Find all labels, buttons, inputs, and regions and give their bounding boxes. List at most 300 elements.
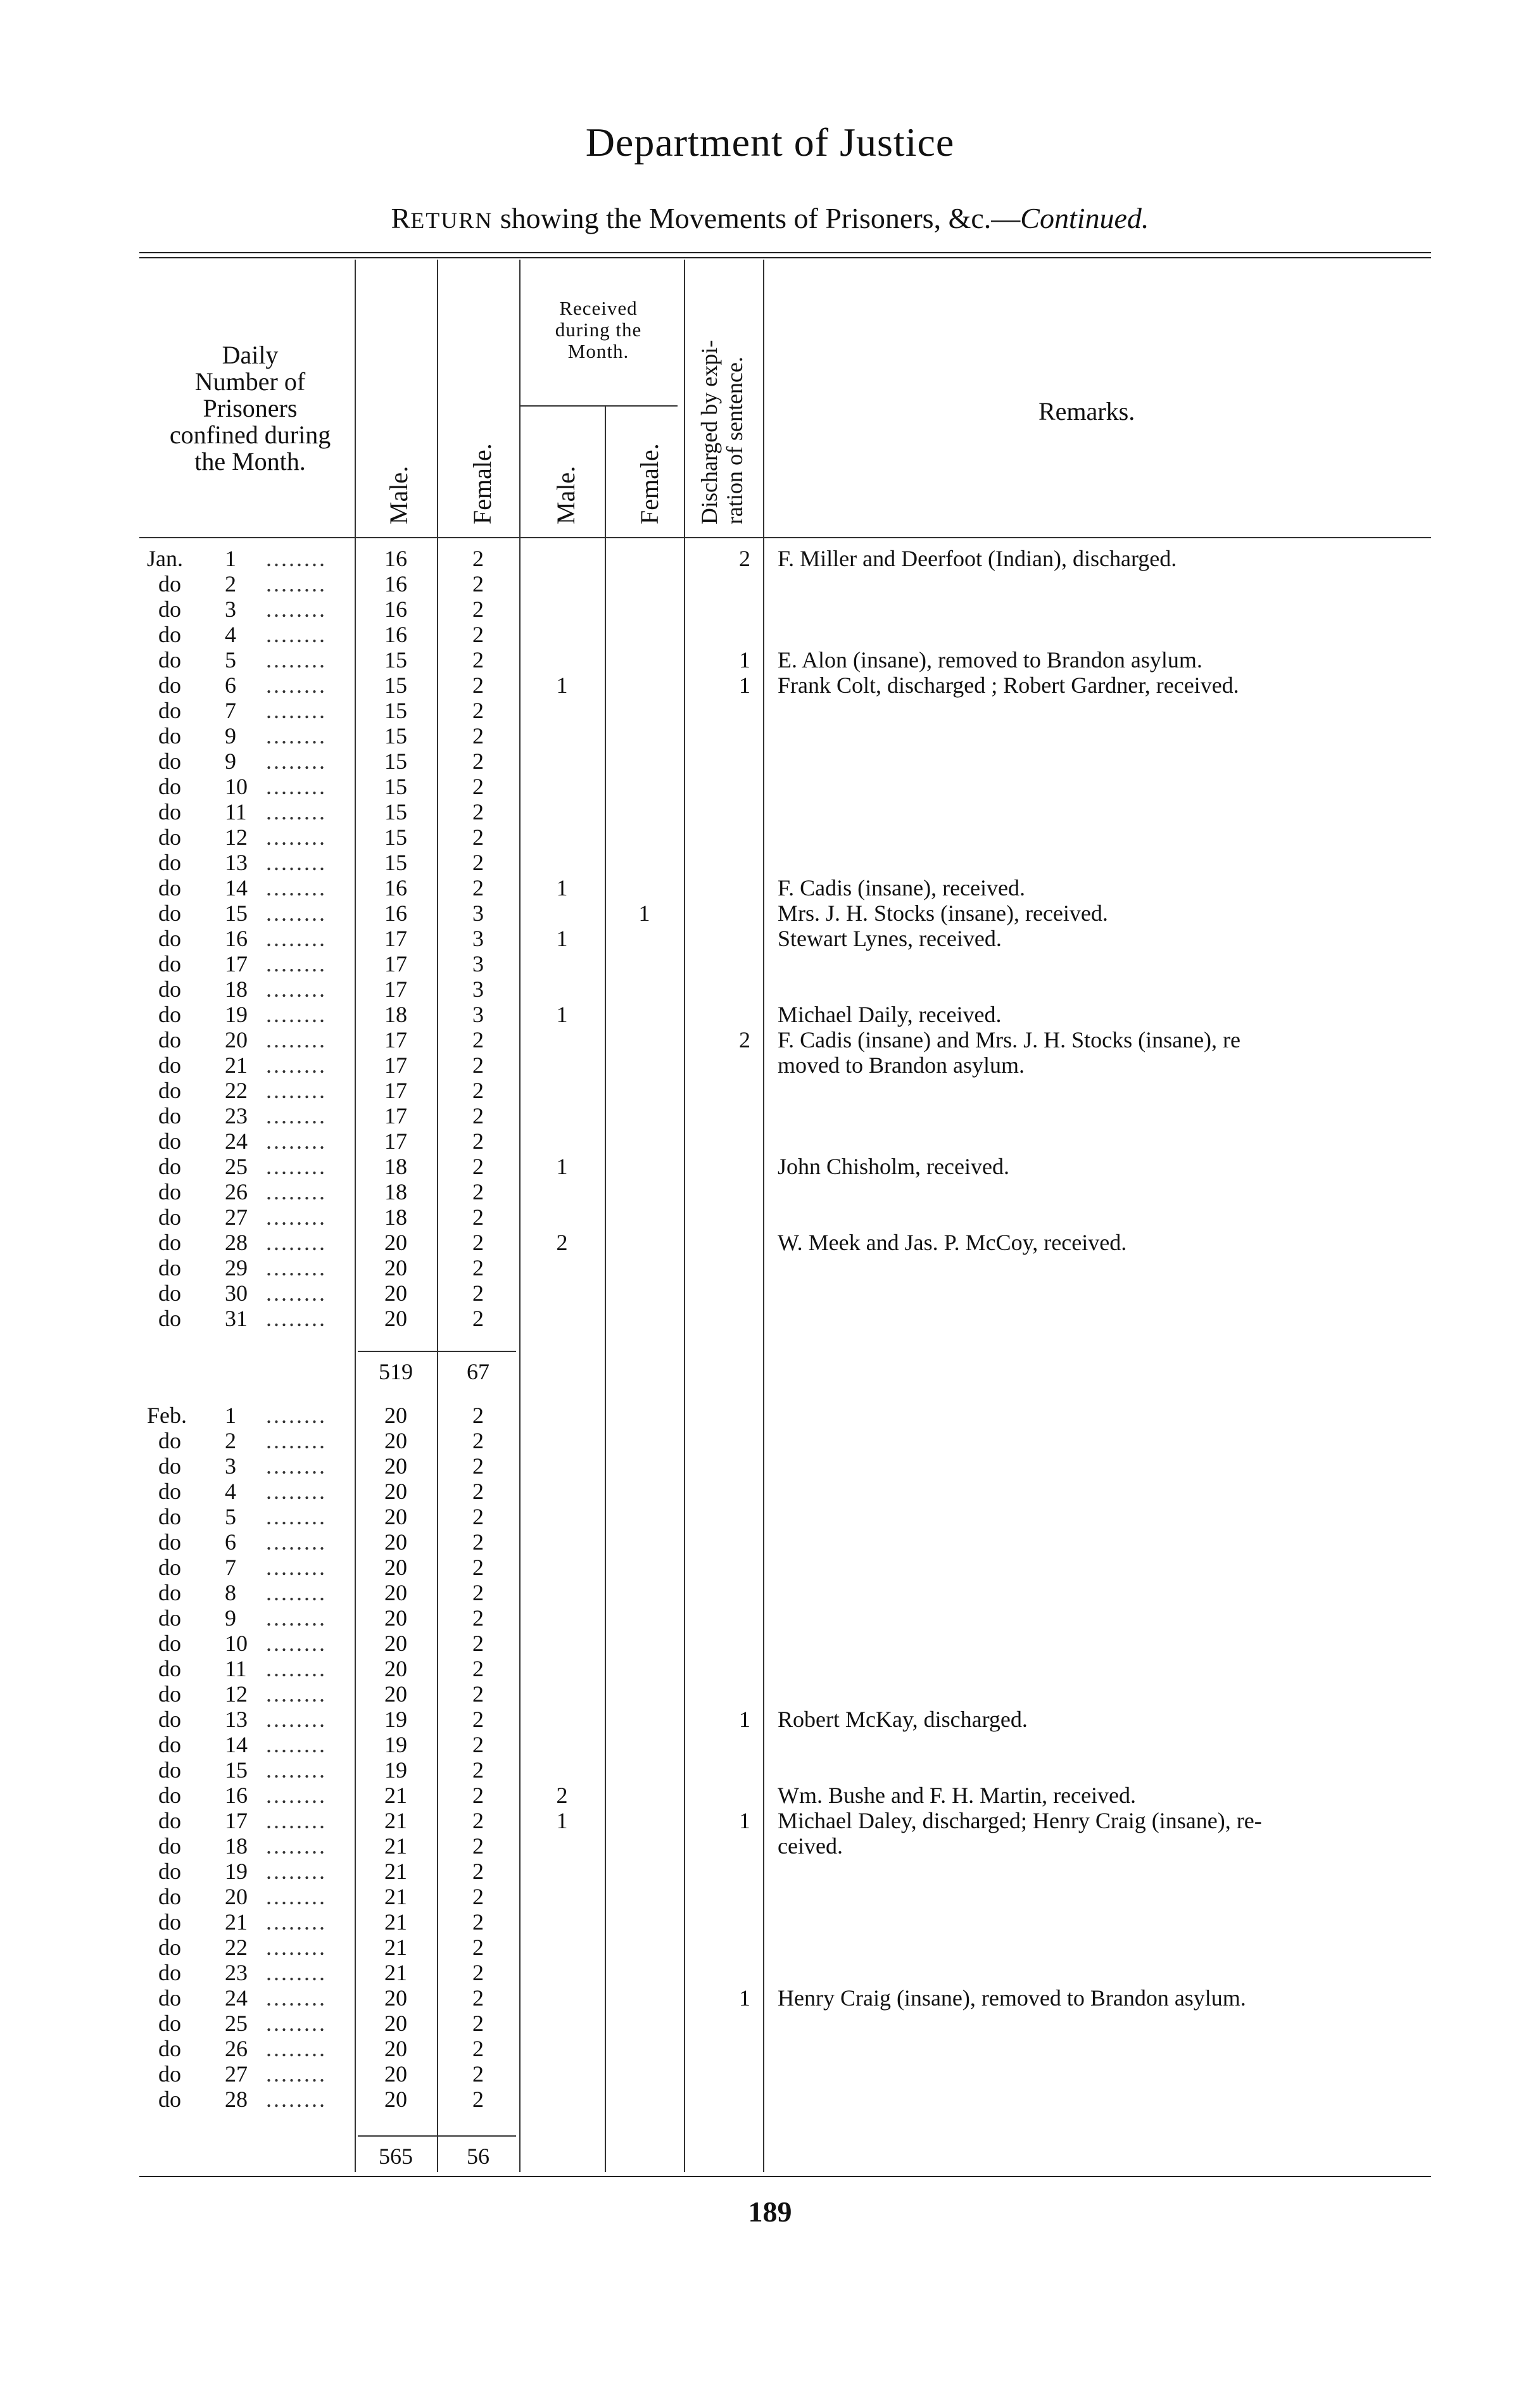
- day-number: 26: [225, 2036, 248, 2061]
- male-count: 16: [384, 546, 407, 571]
- remark-text: Michael Daily, received.: [778, 1002, 1002, 1027]
- leader-dots: ........: [266, 1783, 327, 1808]
- female-count: 2: [472, 698, 484, 723]
- day-number: 11: [225, 1656, 247, 1681]
- received-male: 1: [556, 1154, 568, 1179]
- ditto-label: do: [158, 723, 181, 749]
- male-count: 21: [384, 1935, 407, 1960]
- male-count: 17: [384, 1052, 407, 1078]
- day-number: 15: [225, 1757, 248, 1783]
- header-received-male: Male.: [552, 465, 580, 524]
- leader-dots: ........: [266, 673, 327, 698]
- received-male: 1: [556, 1808, 568, 1833]
- leader-dots: ........: [266, 1128, 327, 1154]
- female-count: 2: [472, 647, 484, 673]
- remark-text: Robert McKay, discharged.: [778, 1707, 1028, 1732]
- day-number: 14: [225, 875, 248, 900]
- day-number: 22: [225, 1078, 248, 1103]
- female-count: 2: [472, 1504, 484, 1529]
- ditto-label: do: [158, 1002, 181, 1027]
- day-number: 24: [225, 1128, 248, 1154]
- ditto-label: do: [158, 1479, 181, 1504]
- ditto-label: do: [158, 825, 181, 850]
- day-number: 25: [225, 2011, 248, 2036]
- female-count: 2: [472, 1555, 484, 1580]
- ditto-label: do: [158, 1128, 181, 1154]
- day-number: 1: [225, 1403, 236, 1428]
- leader-dots: ........: [266, 1280, 327, 1306]
- leader-dots: ........: [266, 698, 327, 723]
- ditto-label: do: [158, 926, 181, 951]
- leader-dots: ........: [266, 546, 327, 571]
- female-count: 2: [472, 1757, 484, 1783]
- male-count: 17: [384, 951, 407, 976]
- day-number: 18: [225, 976, 248, 1002]
- ditto-label: do: [158, 799, 181, 825]
- female-count: 2: [472, 1306, 484, 1331]
- col-line-3: [519, 260, 521, 2172]
- day-number: 12: [225, 825, 248, 850]
- day-number: 19: [225, 1859, 248, 1884]
- total-male: 519: [379, 1359, 413, 1384]
- male-count: 17: [384, 926, 407, 951]
- male-count: 18: [384, 1154, 407, 1179]
- day-number: 14: [225, 1732, 248, 1757]
- day-number: 2: [225, 1428, 236, 1453]
- top-rule-2: [139, 257, 1431, 258]
- female-count: 3: [472, 976, 484, 1002]
- ditto-label: do: [158, 1605, 181, 1631]
- female-count: 2: [472, 1103, 484, 1128]
- male-count: 17: [384, 1103, 407, 1128]
- day-number: 3: [225, 597, 236, 622]
- ditto-label: do: [158, 875, 181, 900]
- ditto-label: do: [158, 1732, 181, 1757]
- received-male: 1: [556, 926, 568, 951]
- leader-dots: ........: [266, 1960, 327, 1985]
- female-count: 2: [472, 2036, 484, 2061]
- female-count: 2: [472, 1052, 484, 1078]
- male-count: 20: [384, 2036, 407, 2061]
- ditto-label: do: [158, 1179, 181, 1204]
- day-number: 7: [225, 698, 236, 723]
- ditto-label: do: [158, 1504, 181, 1529]
- leader-dots: ........: [266, 1179, 327, 1204]
- leader-dots: ........: [266, 1230, 327, 1255]
- male-count: 16: [384, 622, 407, 647]
- remark-text: W. Meek and Jas. P. McCoy, received.: [778, 1230, 1127, 1255]
- male-count: 20: [384, 1631, 407, 1656]
- ditto-label: do: [158, 850, 181, 875]
- day-number: 29: [225, 1255, 248, 1280]
- ditto-label: do: [158, 976, 181, 1002]
- leader-dots: ........: [266, 1204, 327, 1230]
- received-male: 1: [556, 1002, 568, 1027]
- leader-dots: ........: [266, 825, 327, 850]
- col-line-6: [763, 260, 764, 2172]
- female-count: 2: [472, 622, 484, 647]
- remark-text: Henry Craig (insane), removed to Brandon asylum.: [778, 1985, 1246, 2011]
- ditto-label: do: [158, 1078, 181, 1103]
- ditto-label: do: [158, 1859, 181, 1884]
- day-number: 9: [225, 723, 236, 749]
- male-count: 16: [384, 597, 407, 622]
- ditto-label: do: [158, 1757, 181, 1783]
- male-count: 21: [384, 1859, 407, 1884]
- female-count: 2: [472, 1280, 484, 1306]
- day-number: 11: [225, 799, 247, 825]
- ditto-label: do: [158, 1154, 181, 1179]
- male-count: 15: [384, 774, 407, 799]
- leader-dots: ........: [266, 1859, 327, 1884]
- male-count: 21: [384, 1909, 407, 1935]
- day-number: 24: [225, 1985, 248, 2011]
- day-number: 15: [225, 900, 248, 926]
- ditto-label: do: [158, 1707, 181, 1732]
- female-count: 2: [472, 1154, 484, 1179]
- leader-dots: ........: [266, 1529, 327, 1555]
- female-count: 2: [472, 1255, 484, 1280]
- ditto-label: do: [158, 1428, 181, 1453]
- male-count: 15: [384, 799, 407, 825]
- female-count: 2: [472, 1707, 484, 1732]
- leader-dots: ........: [266, 1052, 327, 1078]
- female-count: 2: [472, 2011, 484, 2036]
- male-count: 20: [384, 1479, 407, 1504]
- day-number: 4: [225, 1479, 236, 1504]
- ditto-label: do: [158, 698, 181, 723]
- day-number: 27: [225, 1204, 248, 1230]
- total-male: 565: [379, 2144, 413, 2169]
- subtitle-smallcaps: ETURN: [410, 208, 493, 233]
- day-number: 1: [225, 546, 236, 571]
- top-rule: [139, 252, 1431, 253]
- female-count: 2: [472, 799, 484, 825]
- ditto-label: do: [158, 673, 181, 698]
- male-count: 15: [384, 825, 407, 850]
- leader-dots: ........: [266, 976, 327, 1002]
- col-line-4: [605, 405, 606, 2172]
- ditto-label: do: [158, 1833, 181, 1859]
- leader-dots: ........: [266, 1808, 327, 1833]
- ditto-label: do: [158, 1306, 181, 1331]
- leader-dots: ........: [266, 1103, 327, 1128]
- leader-dots: ........: [266, 1027, 327, 1052]
- leader-dots: ........: [266, 1884, 327, 1909]
- male-count: 20: [384, 1529, 407, 1555]
- ditto-label: do: [158, 1985, 181, 2011]
- female-count: 3: [472, 1002, 484, 1027]
- leader-dots: ........: [266, 1707, 327, 1732]
- leader-dots: ........: [266, 1306, 327, 1331]
- month-label: Feb.: [147, 1403, 187, 1428]
- leader-dots: ........: [266, 749, 327, 774]
- leader-dots: ........: [266, 571, 327, 597]
- ditto-label: do: [158, 900, 181, 926]
- discharged-count: 2: [739, 1027, 750, 1052]
- leader-dots: ........: [266, 1935, 327, 1960]
- ditto-label: do: [158, 1103, 181, 1128]
- remark-text: ceived.: [778, 1833, 843, 1859]
- female-count: 3: [472, 900, 484, 926]
- female-count: 2: [472, 825, 484, 850]
- female-count: 2: [472, 1783, 484, 1808]
- female-count: 2: [472, 1403, 484, 1428]
- ditto-label: do: [158, 1580, 181, 1605]
- female-count: 2: [472, 1935, 484, 1960]
- male-count: 21: [384, 1960, 407, 1985]
- ditto-label: do: [158, 1027, 181, 1052]
- header-received: Received during the Month.: [555, 297, 642, 362]
- subtitle-initial: R: [391, 202, 411, 234]
- day-number: 23: [225, 1960, 248, 1985]
- ditto-label: do: [158, 1960, 181, 1985]
- female-count: 2: [472, 1681, 484, 1707]
- day-number: 21: [225, 1052, 248, 1078]
- female-count: 2: [472, 1656, 484, 1681]
- female-count: 2: [472, 673, 484, 698]
- ditto-label: do: [158, 1529, 181, 1555]
- ditto-label: do: [158, 1783, 181, 1808]
- total-female: 56: [467, 2144, 489, 2169]
- male-count: 15: [384, 647, 407, 673]
- ditto-label: do: [158, 597, 181, 622]
- female-count: 2: [472, 1128, 484, 1154]
- leader-dots: ........: [266, 2011, 327, 2036]
- female-count: 2: [472, 1605, 484, 1631]
- header-male: Male.: [384, 465, 413, 524]
- female-count: 2: [472, 1529, 484, 1555]
- remark-text: moved to Brandon asylum.: [778, 1052, 1025, 1078]
- leader-dots: ........: [266, 1580, 327, 1605]
- remark-text: F. Cadis (insane) and Mrs. J. H. Stocks (insane), re: [778, 1027, 1241, 1052]
- bottom-rule: [139, 2176, 1431, 2177]
- leader-dots: ........: [266, 2036, 327, 2061]
- page-number: 189: [748, 2196, 792, 2228]
- received-male: 1: [556, 875, 568, 900]
- male-count: 20: [384, 1985, 407, 2011]
- male-count: 20: [384, 1555, 407, 1580]
- male-count: 16: [384, 571, 407, 597]
- day-number: 16: [225, 926, 248, 951]
- received-male: 2: [556, 1783, 568, 1808]
- discharged-count: 1: [739, 1808, 750, 1833]
- col-line-5: [684, 260, 685, 2172]
- male-count: 20: [384, 1428, 407, 1453]
- female-count: 2: [472, 1580, 484, 1605]
- male-count: 20: [384, 1580, 407, 1605]
- total-rule: [358, 2135, 516, 2137]
- leader-dots: ........: [266, 597, 327, 622]
- day-number: 13: [225, 1707, 248, 1732]
- leader-dots: ........: [266, 850, 327, 875]
- male-count: 20: [384, 1453, 407, 1479]
- female-count: 2: [472, 850, 484, 875]
- day-number: 16: [225, 1783, 248, 1808]
- leader-dots: ........: [266, 1605, 327, 1631]
- female-count: 2: [472, 1631, 484, 1656]
- discharged-count: 2: [739, 546, 750, 571]
- subtitle-continued: Continued.: [1020, 202, 1149, 234]
- leader-dots: ........: [266, 1154, 327, 1179]
- male-count: 20: [384, 1605, 407, 1631]
- leader-dots: ........: [266, 1732, 327, 1757]
- total-female: 67: [467, 1359, 489, 1384]
- subtitle-text: showing the Movements of Prisoners, &c.—: [493, 202, 1021, 234]
- day-number: 2: [225, 571, 236, 597]
- male-count: 20: [384, 2061, 407, 2087]
- leader-dots: ........: [266, 1909, 327, 1935]
- received-male: 2: [556, 1230, 568, 1255]
- ditto-label: do: [158, 749, 181, 774]
- female-count: 2: [472, 1884, 484, 1909]
- discharged-count: 1: [739, 1985, 750, 2011]
- male-count: 21: [384, 1808, 407, 1833]
- leader-dots: ........: [266, 900, 327, 926]
- day-number: 17: [225, 1808, 248, 1833]
- day-number: 17: [225, 951, 248, 976]
- leader-dots: ........: [266, 774, 327, 799]
- day-number: 9: [225, 749, 236, 774]
- male-count: 19: [384, 1732, 407, 1757]
- ditto-label: do: [158, 2087, 181, 2112]
- day-number: 19: [225, 1002, 248, 1027]
- female-count: 2: [472, 546, 484, 571]
- male-count: 21: [384, 1783, 407, 1808]
- ditto-label: do: [158, 1631, 181, 1656]
- leader-dots: ........: [266, 926, 327, 951]
- remark-text: E. Alon (insane), removed to Brandon asylum.: [778, 647, 1202, 673]
- female-count: 2: [472, 1960, 484, 1985]
- female-count: 2: [472, 1230, 484, 1255]
- male-count: 18: [384, 1204, 407, 1230]
- male-count: 20: [384, 1280, 407, 1306]
- day-number: 6: [225, 673, 236, 698]
- ditto-label: do: [158, 2036, 181, 2061]
- leader-dots: ........: [266, 2061, 327, 2087]
- col-line-1: [355, 260, 356, 2172]
- female-count: 2: [472, 1027, 484, 1052]
- male-count: 15: [384, 698, 407, 723]
- ditto-label: do: [158, 951, 181, 976]
- female-count: 2: [472, 1808, 484, 1833]
- leader-dots: ........: [266, 1656, 327, 1681]
- leader-dots: ........: [266, 951, 327, 976]
- female-count: 2: [472, 774, 484, 799]
- day-number: 18: [225, 1833, 248, 1859]
- male-count: 17: [384, 976, 407, 1002]
- leader-dots: ........: [266, 1504, 327, 1529]
- ditto-label: do: [158, 1555, 181, 1580]
- remark-text: Mrs. J. H. Stocks (insane), received.: [778, 900, 1108, 926]
- header-bottom-rule: [139, 537, 1431, 538]
- day-number: 10: [225, 1631, 248, 1656]
- header-discharged: Discharged by expi- ration of sentence.: [697, 339, 747, 524]
- leader-dots: ........: [266, 2087, 327, 2112]
- male-count: 20: [384, 1255, 407, 1280]
- ditto-label: do: [158, 1230, 181, 1255]
- day-number: 28: [225, 1230, 248, 1255]
- col-line-2: [437, 260, 438, 2172]
- leader-dots: ........: [266, 1453, 327, 1479]
- female-count: 2: [472, 1985, 484, 2011]
- female-count: 2: [472, 1078, 484, 1103]
- header-remarks: Remarks.: [1038, 397, 1135, 426]
- discharged-count: 1: [739, 673, 750, 698]
- ditto-label: do: [158, 1808, 181, 1833]
- female-count: 2: [472, 1909, 484, 1935]
- male-count: 21: [384, 1833, 407, 1859]
- day-number: 8: [225, 1580, 236, 1605]
- ditto-label: do: [158, 1255, 181, 1280]
- leader-dots: ........: [266, 875, 327, 900]
- female-count: 2: [472, 1453, 484, 1479]
- female-count: 2: [472, 597, 484, 622]
- male-count: 20: [384, 2087, 407, 2112]
- day-number: 4: [225, 622, 236, 647]
- remark-text: Frank Colt, discharged ; Robert Gardner, received.: [778, 673, 1239, 698]
- day-number: 28: [225, 2087, 248, 2112]
- male-count: 15: [384, 723, 407, 749]
- day-number: 31: [225, 1306, 248, 1331]
- day-number: 9: [225, 1605, 236, 1631]
- female-count: 2: [472, 1833, 484, 1859]
- ditto-label: do: [158, 1052, 181, 1078]
- received-male: 1: [556, 673, 568, 698]
- male-count: 15: [384, 673, 407, 698]
- remark-text: Michael Daley, discharged; Henry Craig (insane), re-: [778, 1808, 1262, 1833]
- discharged-count: 1: [739, 1707, 750, 1732]
- received-sub-rule: [519, 405, 678, 407]
- leader-dots: ........: [266, 1255, 327, 1280]
- day-number: 22: [225, 1935, 248, 1960]
- header-daily-number: Daily Number of Prisoners confined during the Month.: [169, 341, 331, 476]
- ditto-label: do: [158, 1204, 181, 1230]
- received-female: 1: [638, 900, 650, 926]
- female-count: 2: [472, 723, 484, 749]
- female-count: 2: [472, 1179, 484, 1204]
- ditto-label: do: [158, 1280, 181, 1306]
- ditto-label: do: [158, 1909, 181, 1935]
- day-number: 3: [225, 1453, 236, 1479]
- remark-text: F. Miller and Deerfoot (Indian), discharged.: [778, 546, 1177, 571]
- header-received-female: Female.: [635, 443, 664, 524]
- female-count: 2: [472, 1859, 484, 1884]
- day-number: 23: [225, 1103, 248, 1128]
- female-count: 2: [472, 571, 484, 597]
- leader-dots: ........: [266, 647, 327, 673]
- leader-dots: ........: [266, 1985, 327, 2011]
- female-count: 2: [472, 2061, 484, 2087]
- discharged-count: 1: [739, 647, 750, 673]
- female-count: 2: [472, 2087, 484, 2112]
- male-count: 16: [384, 900, 407, 926]
- female-count: 3: [472, 926, 484, 951]
- leader-dots: ........: [266, 1479, 327, 1504]
- male-count: 20: [384, 2011, 407, 2036]
- ditto-label: do: [158, 2061, 181, 2087]
- day-number: 13: [225, 850, 248, 875]
- male-count: 20: [384, 1504, 407, 1529]
- leader-dots: ........: [266, 1403, 327, 1428]
- male-count: 20: [384, 1681, 407, 1707]
- remark-text: John Chisholm, received.: [778, 1154, 1009, 1179]
- page-subtitle: [0, 201, 1540, 235]
- male-count: 15: [384, 749, 407, 774]
- ditto-label: do: [158, 1453, 181, 1479]
- leader-dots: ........: [266, 1757, 327, 1783]
- male-count: 19: [384, 1707, 407, 1732]
